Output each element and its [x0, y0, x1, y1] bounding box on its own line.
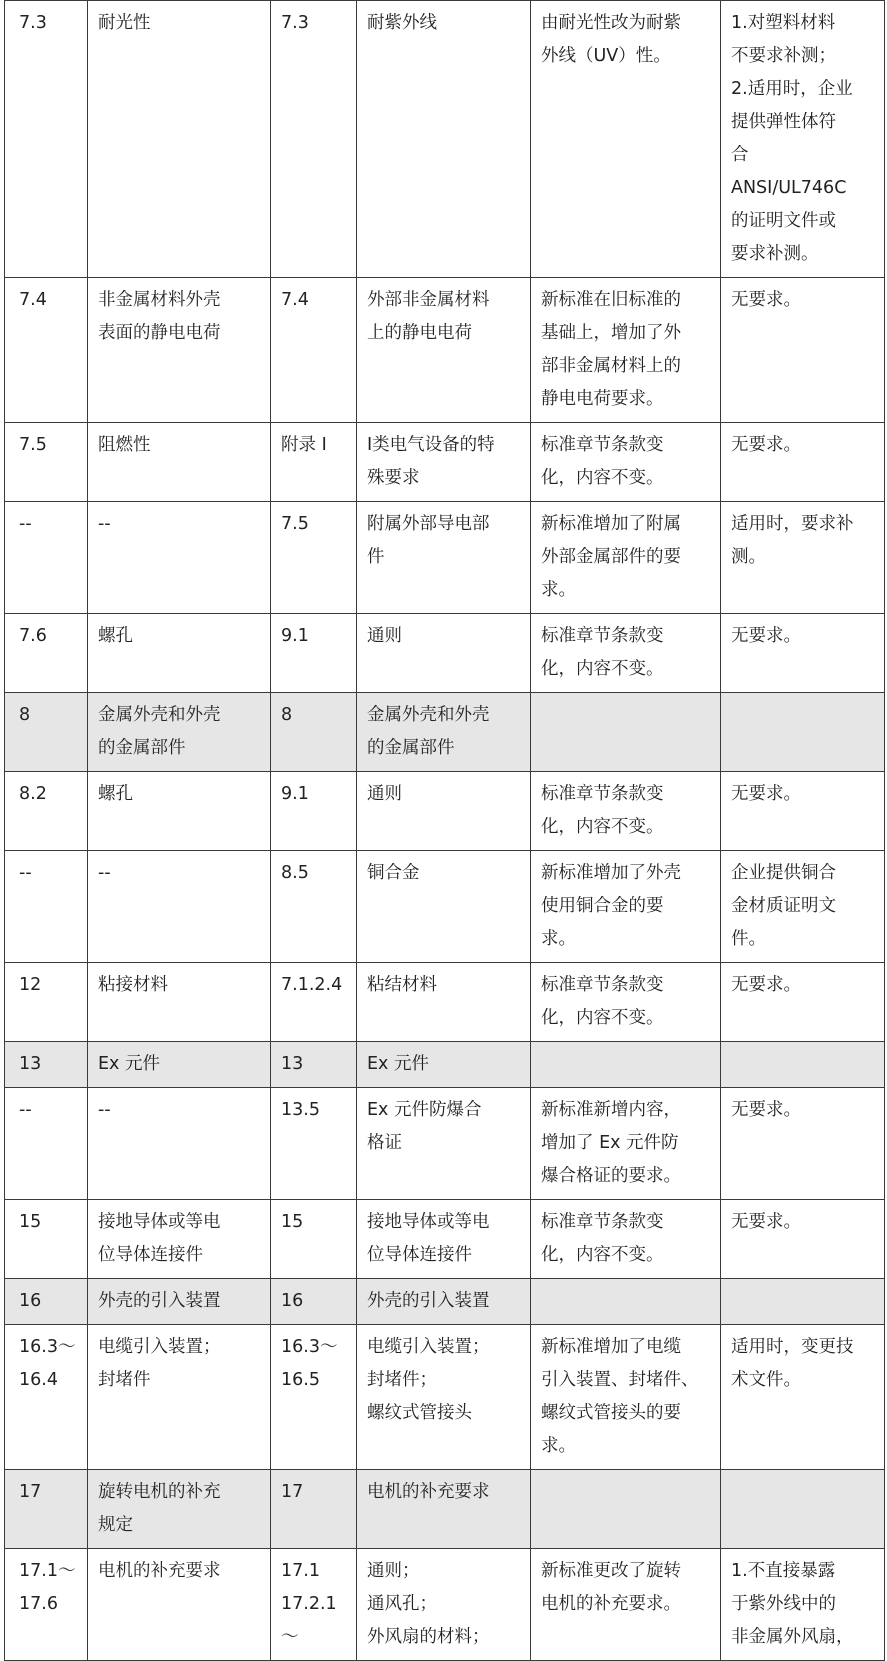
old-clause-title: 螺孔 [88, 614, 271, 693]
table-row [5, 851, 885, 963]
old-clause-number: 7.3 [5, 1, 88, 278]
new-clause-title: 通则 [357, 614, 531, 693]
requirement: 无要求。 [721, 423, 885, 502]
new-clause-number: 9.1 [271, 614, 357, 693]
new-clause-number: 13 [271, 1042, 357, 1088]
table-row [5, 1, 885, 278]
old-clause-title: 耐光性 [88, 1, 271, 278]
requirement: 无要求。 [721, 1200, 885, 1279]
old-clause-title: 金属外壳和外壳 的金属部件 [88, 693, 271, 772]
requirement [721, 1042, 885, 1088]
requirement: 无要求。 [721, 772, 885, 851]
new-clause-number: 7.3 [271, 1, 357, 278]
requirement: 适用时，要求补 测。 [721, 502, 885, 614]
old-clause-title: 非金属材料外壳 表面的静电电荷 [88, 278, 271, 423]
table-row [5, 1200, 885, 1279]
new-clause-title: 耐紫外线 [357, 1, 531, 278]
change-description: 新标准增加了附属 外部金属部件的要 求。 [531, 502, 721, 614]
old-clause-number: -- [5, 851, 88, 963]
old-clause-number: 8 [5, 693, 88, 772]
section-row [5, 1042, 885, 1088]
change-description: 标准章节条款变 化，内容不变。 [531, 963, 721, 1042]
table-row [5, 963, 885, 1042]
requirement: 适用时，变更技 术文件。 [721, 1325, 885, 1470]
change-description: 新标准增加了电缆 引入装置、封堵件、 螺纹式管接头的要 求。 [531, 1325, 721, 1470]
change-description: 新标准在旧标准的 基础上，增加了外 部非金属材料上的 静电电荷要求。 [531, 278, 721, 423]
new-clause-number: 13.5 [271, 1088, 357, 1200]
new-clause-title: 电机的补充要求 [357, 1470, 531, 1549]
new-clause-title: 粘结材料 [357, 963, 531, 1042]
old-clause-number: -- [5, 502, 88, 614]
change-description: 由耐光性改为耐紫 外线（UV）性。 [531, 1, 721, 278]
old-clause-number: 17 [5, 1470, 88, 1549]
old-clause-title: -- [88, 502, 271, 614]
old-clause-title: Ex 元件 [88, 1042, 271, 1088]
old-clause-number: 15 [5, 1200, 88, 1279]
old-clause-number: 7.6 [5, 614, 88, 693]
old-clause-title: 旋转电机的补充 规定 [88, 1470, 271, 1549]
old-clause-number: 16 [5, 1279, 88, 1325]
table-row [5, 423, 885, 502]
new-clause-number: 15 [271, 1200, 357, 1279]
requirement: 无要求。 [721, 278, 885, 423]
old-clause-title: -- [88, 851, 271, 963]
requirement: 无要求。 [721, 963, 885, 1042]
requirement: 无要求。 [721, 614, 885, 693]
old-clause-title: -- [88, 1088, 271, 1200]
old-clause-number: 16.3～ 16.4 [5, 1325, 88, 1470]
old-clause-title: 接地导体或等电 位导体连接件 [88, 1200, 271, 1279]
new-clause-title: 铜合金 [357, 851, 531, 963]
change-description [531, 1279, 721, 1325]
new-clause-number: 9.1 [271, 772, 357, 851]
section-row [5, 1279, 885, 1325]
old-clause-title: 粘接材料 [88, 963, 271, 1042]
requirement: 1.对塑料材料 不要求补测； 2.适用时，企业 提供弹性体符 合 ANSI/UL746C 的证明文件或 要求补测。 [721, 1, 885, 278]
change-description: 新标准增加了外壳 使用铜合金的要 求。 [531, 851, 721, 963]
old-clause-number: 7.5 [5, 423, 88, 502]
change-description: 新标准更改了旋转 电机的补充要求。 [531, 1549, 721, 1661]
new-clause-title: Ex 元件防爆合 格证 [357, 1088, 531, 1200]
old-clause-title: 外壳的引入装置 [88, 1279, 271, 1325]
new-clause-title: Ex 元件 [357, 1042, 531, 1088]
new-clause-number: 附录 I [271, 423, 357, 502]
new-clause-number: 7.1.2.4 [271, 963, 357, 1042]
requirement [721, 1470, 885, 1549]
standard-comparison-table [4, 0, 885, 1661]
old-clause-title: 阻燃性 [88, 423, 271, 502]
new-clause-number: 17 [271, 1470, 357, 1549]
new-clause-title: 接地导体或等电 位导体连接件 [357, 1200, 531, 1279]
old-clause-number: -- [5, 1088, 88, 1200]
new-clause-number: 17.1 17.2.1 ～ [271, 1549, 357, 1661]
change-description: 标准章节条款变 化，内容不变。 [531, 1200, 721, 1279]
new-clause-title: I类电气设备的特 殊要求 [357, 423, 531, 502]
new-clause-title: 外部非金属材料 上的静电电荷 [357, 278, 531, 423]
new-clause-title: 金属外壳和外壳 的金属部件 [357, 693, 531, 772]
requirement: 企业提供铜合 金材质证明文 件。 [721, 851, 885, 963]
old-clause-number: 12 [5, 963, 88, 1042]
new-clause-number: 7.5 [271, 502, 357, 614]
change-description [531, 1042, 721, 1088]
new-clause-title: 附属外部导电部 件 [357, 502, 531, 614]
new-clause-title: 通则 [357, 772, 531, 851]
requirement [721, 693, 885, 772]
old-clause-number: 8.2 [5, 772, 88, 851]
table-row [5, 614, 885, 693]
table-row [5, 1325, 885, 1470]
old-clause-title: 电机的补充要求 [88, 1549, 271, 1661]
change-description: 标准章节条款变 化，内容不变。 [531, 423, 721, 502]
change-description: 标准章节条款变 化，内容不变。 [531, 772, 721, 851]
requirement [721, 1279, 885, 1325]
new-clause-title: 外壳的引入装置 [357, 1279, 531, 1325]
new-clause-number: 8 [271, 693, 357, 772]
new-clause-title: 电缆引入装置； 封堵件； 螺纹式管接头 [357, 1325, 531, 1470]
old-clause-title: 螺孔 [88, 772, 271, 851]
old-clause-title: 电缆引入装置； 封堵件 [88, 1325, 271, 1470]
table-row [5, 278, 885, 423]
requirement: 1.不直接暴露 于紫外线中的 非金属外风扇， [721, 1549, 885, 1661]
table-body [5, 1, 885, 1661]
old-clause-number: 7.4 [5, 278, 88, 423]
change-description: 新标准新增内容， 增加了 Ex 元件防 爆合格证的要求。 [531, 1088, 721, 1200]
table-row [5, 1549, 885, 1661]
table-row [5, 1088, 885, 1200]
new-clause-number: 8.5 [271, 851, 357, 963]
new-clause-number: 16 [271, 1279, 357, 1325]
section-row [5, 693, 885, 772]
section-row [5, 1470, 885, 1549]
new-clause-title: 通则； 通风孔； 外风扇的材料； [357, 1549, 531, 1661]
new-clause-number: 16.3～ 16.5 [271, 1325, 357, 1470]
table-row [5, 502, 885, 614]
requirement: 无要求。 [721, 1088, 885, 1200]
change-description [531, 1470, 721, 1549]
change-description [531, 693, 721, 772]
table-row [5, 772, 885, 851]
old-clause-number: 13 [5, 1042, 88, 1088]
old-clause-number: 17.1～ 17.6 [5, 1549, 88, 1661]
change-description: 标准章节条款变 化，内容不变。 [531, 614, 721, 693]
new-clause-number: 7.4 [271, 278, 357, 423]
